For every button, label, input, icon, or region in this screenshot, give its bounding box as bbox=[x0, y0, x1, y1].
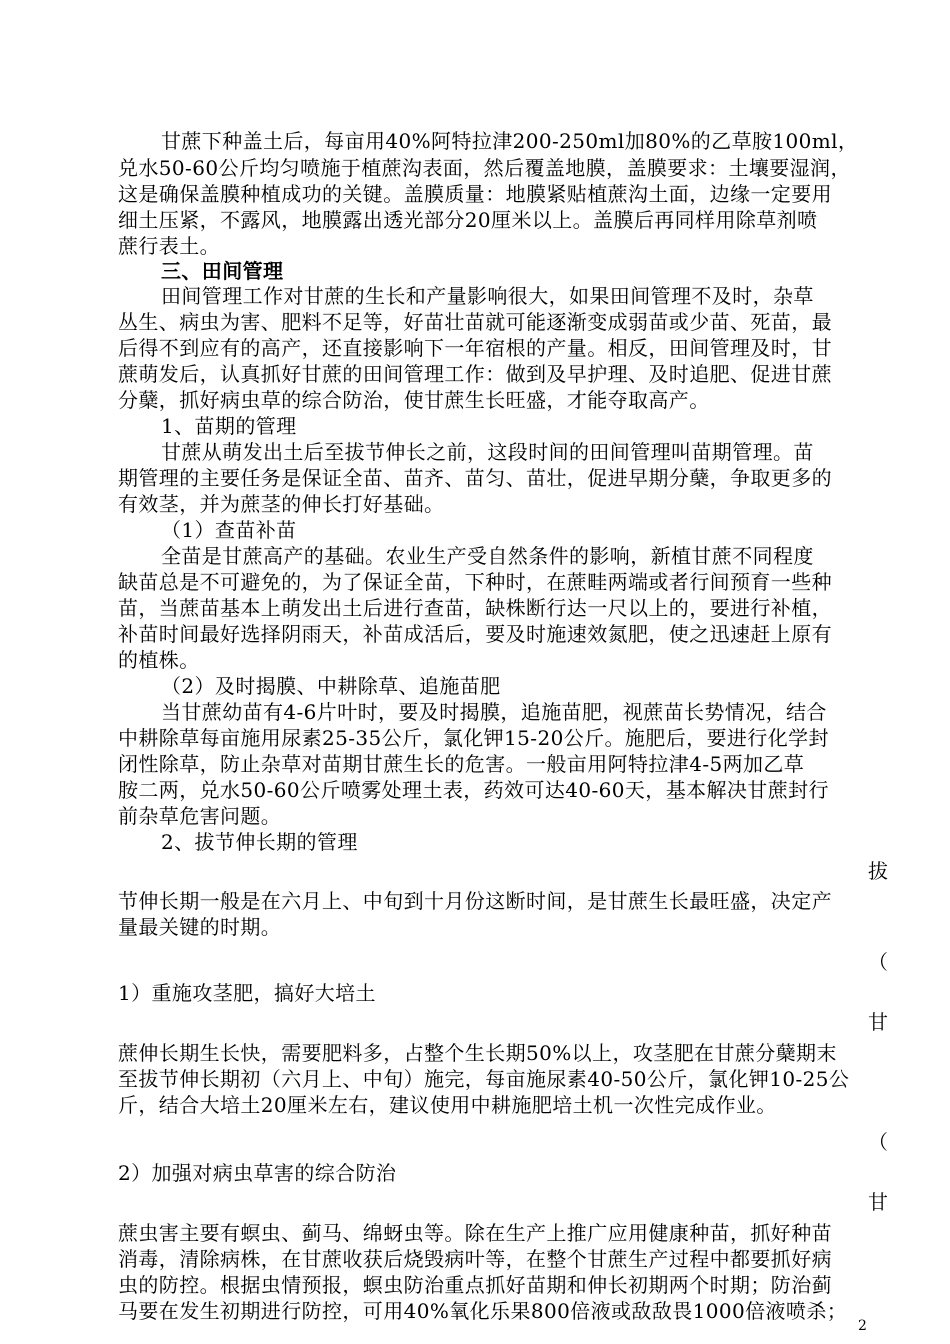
paragraph-line: 量最关键的时期。 bbox=[118, 915, 282, 939]
paragraph-line: 消毒，清除病株，在甘蔗收获后烧毁病叶等，在整个甘蔗生产过程中都要抓好病 bbox=[118, 1247, 832, 1271]
paragraph-line: 当甘蔗幼苗有4-6片叶时，要及时揭膜，追施苗肥，视蔗苗长势情况，结合 bbox=[161, 700, 827, 724]
paragraph-line: 有效茎，并为蔗茎的伸长打好基础。 bbox=[118, 492, 445, 516]
subsection-heading: 1、苗期的管理 bbox=[161, 414, 297, 438]
subsection-heading: 2、拔节伸长期的管理 bbox=[161, 830, 358, 854]
paragraph-line: 蔗萌发后，认真抓好甘蔗的田间管理工作：做到及早护理、及时追肥、促进甘蔗 bbox=[118, 362, 832, 386]
item-heading: （2）及时揭膜、中耕除草、追施苗肥 bbox=[161, 674, 501, 698]
margin-character: （ bbox=[868, 950, 888, 974]
paragraph-line: 丛生、病虫为害、肥料不足等，好苗壮苗就可能逐渐变成弱苗或少苗、死苗，最 bbox=[118, 310, 832, 334]
paragraph-line: 田间管理工作对甘蔗的生长和产量影响很大，如果田间管理不及时，杂草 bbox=[161, 284, 814, 308]
paragraph-line: 斤，结合大培土20厘米左右，建议使用中耕施肥培土机一次性完成作业。 bbox=[118, 1093, 777, 1117]
margin-character: （ bbox=[868, 1130, 888, 1154]
paragraph-line: 分蘖，抓好病虫草的综合防治，使甘蔗生长旺盛，才能夺取高产。 bbox=[118, 388, 710, 412]
paragraph-line: 兑水50-60公斤均匀喷施于植蔗沟表面，然后覆盖地膜，盖膜要求：土壤要湿润， bbox=[118, 156, 851, 180]
paragraph-line: 后得不到应有的高产，还直接影响下一年宿根的产量。相反，田间管理及时，甘 bbox=[118, 336, 832, 360]
paragraph-line: 节伸长期一般是在六月上、中旬到十月份这断时间，是甘蔗生长最旺盛，决定产 bbox=[118, 889, 832, 913]
paragraph-line: 甘蔗下种盖土后，每亩用40%阿特拉津200-250ml加80%的乙草胺100ml， bbox=[161, 129, 859, 153]
paragraph-line: 前杂草危害问题。 bbox=[118, 804, 282, 828]
item-heading: 2）加强对病虫草害的综合防治 bbox=[118, 1161, 397, 1185]
paragraph-line: 闭性除草，防止杂草对苗期甘蔗生长的危害。一般亩用阿特拉津4-5两加乙草 bbox=[118, 752, 805, 776]
margin-character: 甘 bbox=[868, 1190, 888, 1214]
paragraph-line: 期管理的主要任务是保证全苗、苗齐、苗匀、苗壮，促进早期分蘖，争取更多的 bbox=[118, 466, 832, 490]
margin-character: 甘 bbox=[868, 1010, 888, 1034]
page-number: 2 bbox=[858, 1318, 867, 1334]
paragraph-line: 蔗行表土。 bbox=[118, 234, 220, 258]
paragraph-line: 全苗是甘蔗高产的基础。农业生产受自然条件的影响，新植甘蔗不同程度 bbox=[161, 544, 814, 568]
section-heading: 三、田间管理 bbox=[161, 259, 284, 283]
paragraph-line: 的植株。 bbox=[118, 648, 200, 672]
paragraph-line: 甘蔗从萌发出土后至拔节伸长之前，这段时间的田间管理叫苗期管理。苗 bbox=[161, 440, 814, 464]
paragraph-line: 这是确保盖膜种植成功的关键。盖膜质量：地膜紧贴植蔗沟土面，边缘一定要用 bbox=[118, 182, 832, 206]
item-heading: （1）查苗补苗 bbox=[161, 518, 297, 542]
margin-character: 拔 bbox=[868, 859, 888, 883]
paragraph-line: 苗，当蔗苗基本上萌发出土后进行查苗，缺株断行达一尺以上的，要进行补植， bbox=[118, 596, 832, 620]
paragraph-line: 细土压紧，不露风，地膜露出透光部分20厘米以上。盖膜后再同样用除草剂喷 bbox=[118, 208, 818, 232]
paragraph-line: 马要在发生初期进行防控，可用40%氧化乐果800倍液或敌敌畏1000倍液喷杀； bbox=[118, 1299, 848, 1323]
paragraph-line: 虫的防控。根据虫情预报，螟虫防治重点抓好苗期和伸长初期两个时期；防治蓟 bbox=[118, 1273, 832, 1297]
item-heading: 1）重施攻茎肥，搞好大培土 bbox=[118, 981, 376, 1005]
paragraph-line: 中耕除草每亩施用尿素25-35公斤，氯化钾15-20公斤。施肥后，要进行化学封 bbox=[118, 726, 829, 750]
paragraph-line: 胺二两，兑水50-60公斤喷雾处理土表，药效可达40-60天，基本解决甘蔗封行 bbox=[118, 778, 829, 802]
paragraph-line: 蔗伸长期生长快，需要肥料多，占整个生长期50%以上，攻茎肥在甘蔗分蘖期末 bbox=[118, 1041, 837, 1065]
paragraph-line: 至拔节伸长期初（六月上、中旬）施完，每亩施尿素40-50公斤，氯化钾10-25公 bbox=[118, 1067, 850, 1091]
paragraph-line: 缺苗总是不可避免的，为了保证全苗，下种时，在蔗畦两端或者行间预育一些种 bbox=[118, 570, 832, 594]
paragraph-line: 蔗虫害主要有螟虫、蓟马、绵蚜虫等。除在生产上推广应用健康种苗，抓好种苗 bbox=[118, 1221, 832, 1245]
paragraph-line: 补苗时间最好选择阴雨天，补苗成活后，要及时施速效氮肥，使之迅速赶上原有 bbox=[118, 622, 832, 646]
